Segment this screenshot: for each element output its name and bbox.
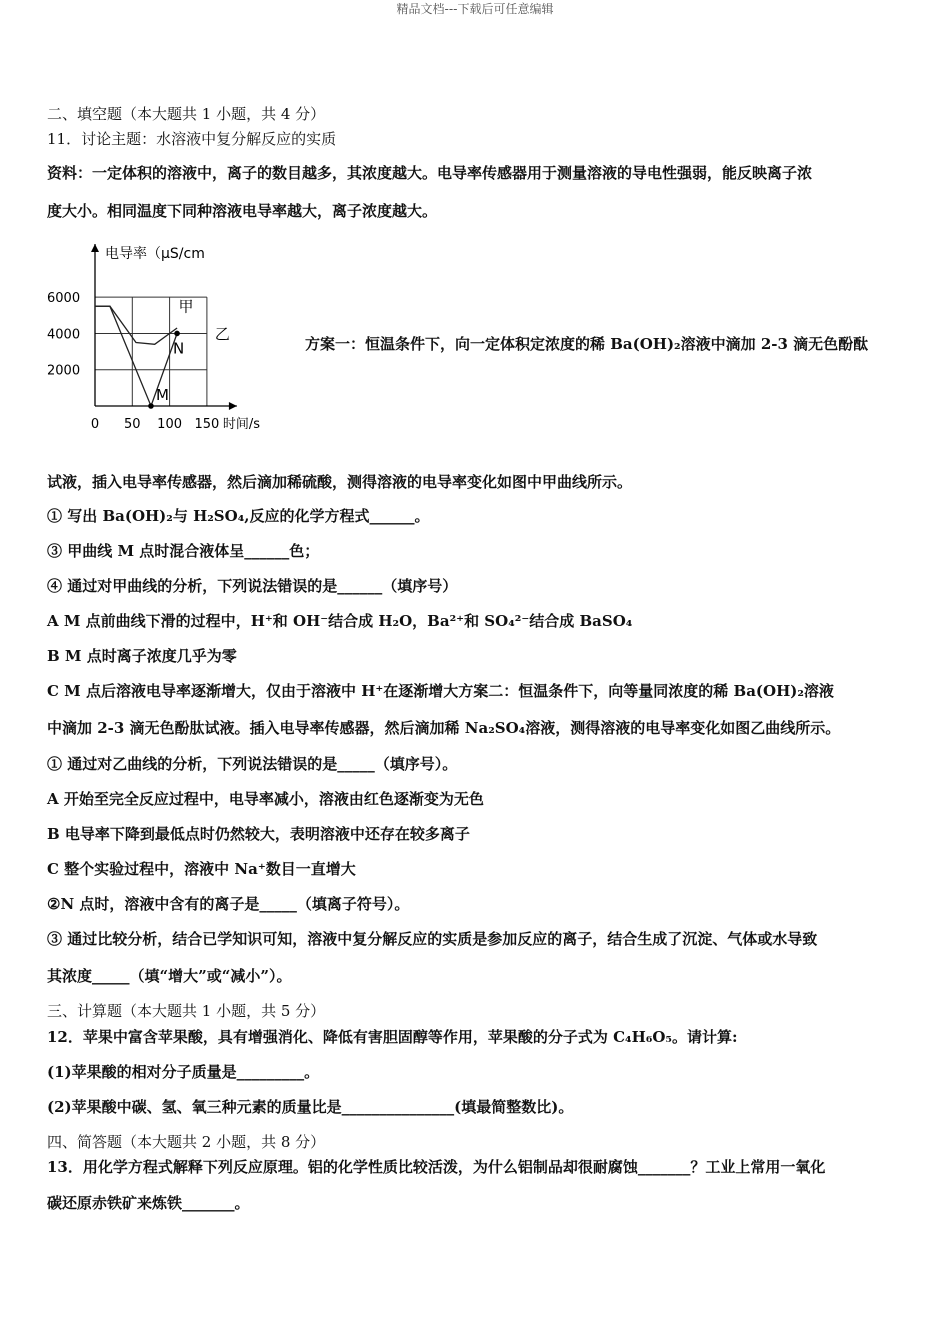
option-a: A M 点前曲线下滑的过程中，H⁺和 OH⁻结合成 H₂O，Ba²⁺和 SO₄²⁻结合成 BaSO₄	[47, 612, 633, 630]
y-tick-label: 6000	[47, 291, 81, 307]
plan-2-q-3-line-2: 其浓度_____（填“增大”或“减小”）。	[47, 967, 292, 985]
x-tick-label: 50	[124, 417, 141, 432]
page-header: 精品文档---下载后可任意编辑	[396, 2, 554, 16]
plan-2-q-1: ① 通过对乙曲线的分析，下列说法错误的是_____（填序号）。	[47, 755, 458, 773]
plan-1-line-2: 试液，插入电导率传感器，然后滴加稀硫酸，测得溶液的电导率变化如图中甲曲线所示。	[47, 473, 633, 491]
plan-2-q-3-line-1: ③ 通过比较分析，结合已学知识可知，溶液中复分解反应的实质是参加反应的离子，结合生成了沉淀、气体或水导致	[47, 930, 818, 948]
chart-svg	[47, 238, 302, 438]
y-tick-label: 2000	[47, 363, 81, 379]
series-label-yi: 乙	[214, 324, 230, 343]
question-13-line-2: 碳还原赤铁矿来炼铁_______。	[47, 1194, 250, 1212]
series-label-jia: 甲	[178, 297, 194, 316]
section-2-heading: 二、填空题（本大题共 1 小题，共 4 分）	[47, 105, 326, 123]
conductivity-chart	[47, 238, 302, 442]
series-line-yi	[95, 306, 177, 344]
x-axis-label: 时间/s	[222, 417, 261, 432]
y-axis-arrow	[91, 244, 99, 252]
q12-part-1: (1)苹果酸的相对分子质量是_________。	[47, 1063, 320, 1081]
section-4-heading: 四、简答题（本大题共 2 小题，共 8 分）	[47, 1133, 326, 1151]
option-c-line-2: 中滴加 2-3 滴无色酚肽试液。插入电导率传感器，然后滴加稀 Na₂SO₄溶液，测得溶液的电导率变化如图乙曲线所示。	[47, 719, 841, 737]
point-n	[174, 331, 180, 337]
y-tick-label: 4000	[47, 327, 81, 343]
q-3-color: ③ 甲曲线 M 点时混合液体呈______色；	[47, 542, 320, 560]
x-tick-label: 0	[90, 417, 100, 432]
plan-2-option-c: C 整个实验过程中，溶液中 Na⁺数目一直增大	[47, 860, 356, 878]
material-line-1: 资料：一定体积的溶液中，离子的数目越多，其浓度越大。电导率传感器用于测量溶液的导电性强弱，能反映离子浓	[47, 164, 813, 182]
x-tick-label: 150	[194, 417, 220, 432]
q12-part-2: (2)苹果酸中碳、氢、氧三种元素的质量比是_______________(填最简整数比)。	[47, 1098, 574, 1116]
point-m	[148, 403, 154, 409]
question-13-line-1: 13．用化学方程式解释下列反应原理。铝的化学性质比较活泼，为什么铝制品却很耐腐蚀_______？工业上常用一氧化	[47, 1158, 826, 1176]
y-axis-label: 电导率（μS/cm	[105, 246, 205, 262]
plan-2-q-2: ②N 点时，溶液中含有的离子是_____（填离子符号）。	[47, 895, 410, 913]
plan-1-line-1: 方案一：恒温条件下，向一定体积定浓度的稀 Ba(OH)₂溶液中滴加 2-3 滴无色酚酞	[305, 335, 869, 353]
x-tick-label: 100	[157, 417, 183, 432]
plan-2-option-a: A 开始至完全反应过程中，电导率减小，溶液由红色逐渐变为无色	[47, 790, 484, 808]
option-c-line-1: C M 点后溶液电导率逐渐增大，仅由于溶液中 H⁺在逐渐增大方案二：恒温条件下，向等量同浓度的稀 Ba(OH)₂溶液	[47, 682, 834, 700]
x-axis-arrow	[229, 402, 237, 410]
q-1-equation: ① 写出 Ba(OH)₂与 H₂SO₄,反应的化学方程式______。	[47, 507, 430, 525]
plan-2-option-b: B 电导率下降到最低点时仍然较大，表明溶液中还存在较多离子	[47, 825, 470, 843]
material-line-2: 度大小。相同温度下同种溶液电导率越大，离子浓度越大。	[47, 202, 438, 220]
question-12: 12．苹果中富含苹果酸，具有增强消化、降低有害胆固醇等作用，苹果酸的分子式为 C₄H₆O₅。请计算:	[47, 1028, 738, 1046]
section-3-heading: 三、计算题（本大题共 1 小题，共 5 分）	[47, 1002, 326, 1020]
question-11: 11．讨论主题：水溶液中复分解反应的实质	[47, 130, 337, 148]
point-label-m: M	[155, 386, 169, 404]
q-4-analysis: ④ 通过对甲曲线的分析，下列说法错误的是______（填序号）	[47, 577, 458, 595]
option-b: B M 点时离子浓度几乎为零	[47, 647, 237, 665]
point-label-n: N	[173, 339, 185, 358]
